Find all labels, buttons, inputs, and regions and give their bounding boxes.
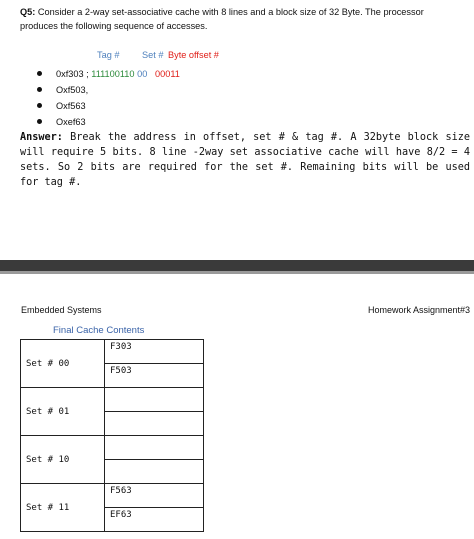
cache-table-title: Final Cache Contents <box>53 325 145 336</box>
cache-line-cell: F503 <box>105 364 204 388</box>
offset-bits: 00011 <box>155 69 180 79</box>
table-row <box>21 484 204 508</box>
set-label-cell: Set # 10 <box>21 436 105 484</box>
cache-line-cell: F303 <box>105 340 204 364</box>
question-text <box>20 5 460 33</box>
bullet-icon <box>37 87 42 92</box>
cache-line-cell <box>105 460 204 484</box>
access-list <box>20 66 180 130</box>
tag-header: Tag # <box>97 50 120 60</box>
page-header-course: Embedded Systems <box>21 305 102 315</box>
cache-line-cell <box>105 388 204 412</box>
offset-header: Byte offset # <box>168 50 219 60</box>
cache-line-cell <box>105 436 204 460</box>
access-item <box>20 66 180 82</box>
answer-label: Answer: <box>20 132 63 143</box>
tag-bits: 111100110 <box>91 69 135 79</box>
question-label: Q5: <box>20 7 36 17</box>
cache-line-cell <box>105 412 204 436</box>
set-header: Set # <box>142 50 164 60</box>
cache-table <box>20 339 204 532</box>
access-address: Oxef63 <box>56 117 86 127</box>
bullet-icon <box>37 103 42 108</box>
question-body: Consider a 2-way set-associative cache with 8 lines and a block size of 32 Byte. The processor produces the following sequence of accesses. <box>20 7 424 31</box>
set-label-cell: Set # 11 <box>21 484 105 532</box>
table-row <box>21 340 204 364</box>
access-item <box>20 98 180 114</box>
bullet-icon <box>37 71 42 76</box>
set-label-cell: Set # 00 <box>21 340 105 388</box>
answer-body: Break the address in offset, set # & tag #. A 32byte block size will require 5 bits. 8 line -2way set associative cache will have 8/2 = 4 sets. So 2 bits are required for the set #. Remaining bits will be used for tag #. <box>20 132 470 188</box>
access-item <box>20 82 180 98</box>
access-address: Oxf563 <box>56 101 86 111</box>
page-header-assignment: Homework Assignment#3 <box>367 305 470 315</box>
access-address: 0xf303 <box>56 69 84 79</box>
cache-line-cell: EF63 <box>105 508 204 532</box>
page-break-divider <box>0 260 474 271</box>
bullet-icon <box>37 119 42 124</box>
table-row <box>21 388 204 412</box>
cache-line-cell: F563 <box>105 484 204 508</box>
access-item <box>20 114 180 130</box>
answer-text <box>20 130 470 190</box>
set-label-cell: Set # 01 <box>21 388 105 436</box>
access-separator: ; <box>83 69 92 79</box>
access-address: Oxf503, <box>56 85 89 95</box>
page-break-shadow <box>0 271 474 274</box>
table-row <box>21 436 204 460</box>
set-bits: 00 <box>137 69 148 79</box>
